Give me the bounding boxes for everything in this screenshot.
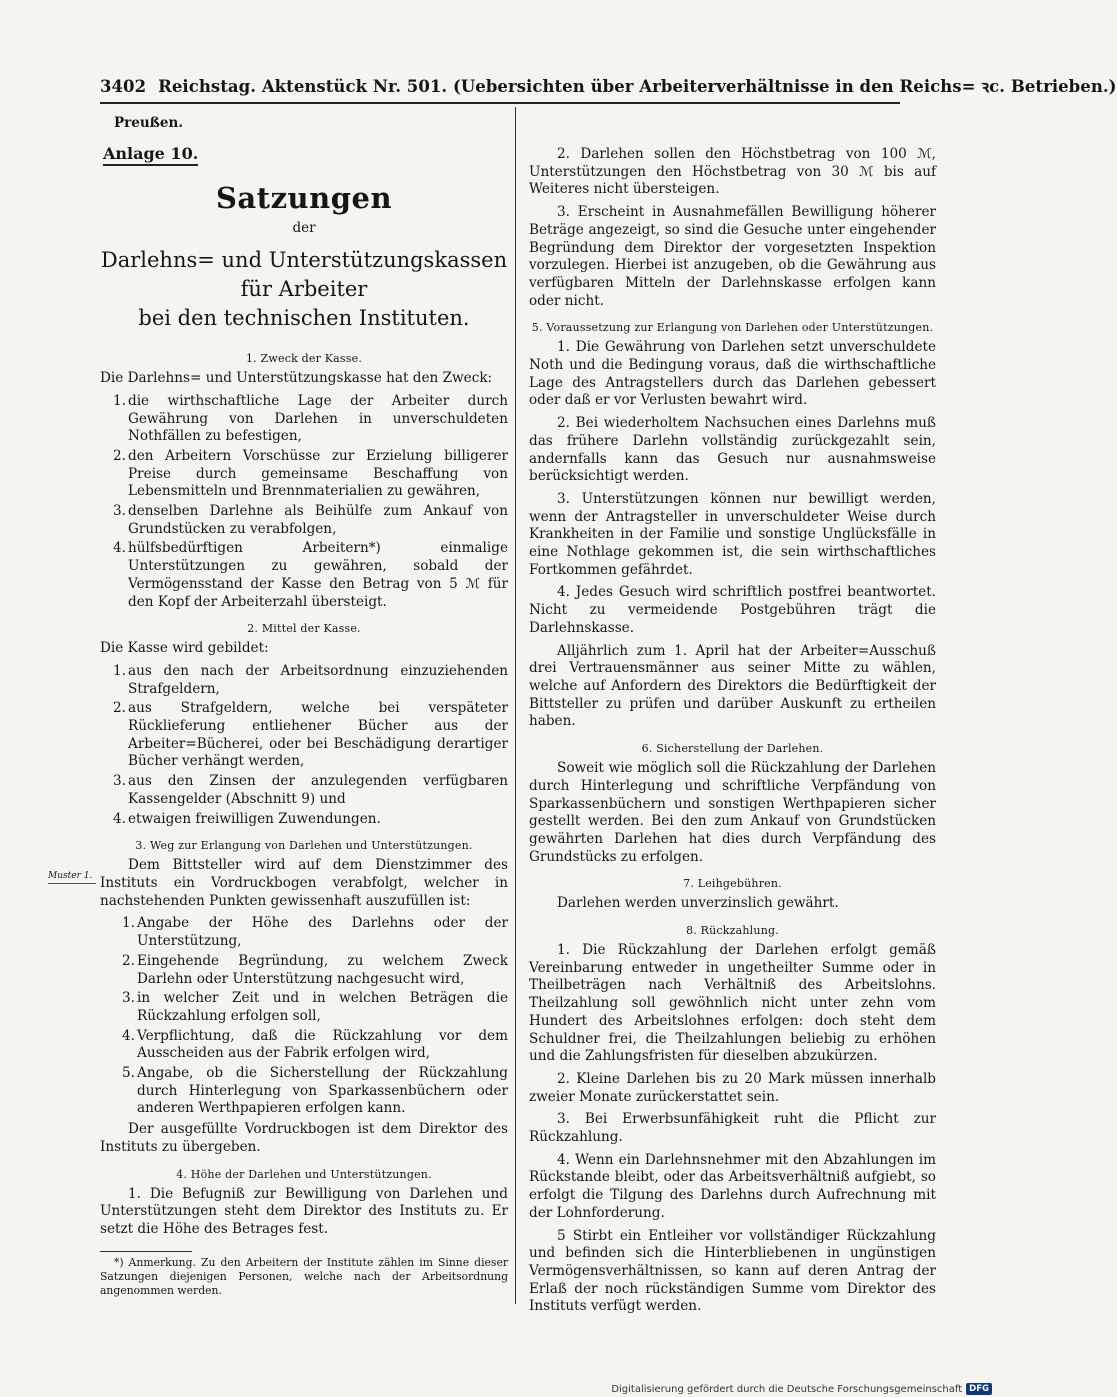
- page-number: 3402: [100, 77, 147, 96]
- paragraph: 1. Die Gewährung von Darlehen setzt unverschuldete Noth und die Bedingung voraus, daß die wirthschaftliche Lage des Antragstellers durch das Darlehen gebessert oder daß er vor Verlusten bewahrt wird.: [529, 339, 936, 409]
- section-heading: 8. Rückzahlung.: [686, 924, 779, 938]
- list-item: [100, 953, 508, 988]
- paragraph: Darlehen werden unverzinslich gewährt.: [557, 895, 839, 912]
- item-number: 3.: [122, 990, 135, 1007]
- footnote-rule: [100, 1251, 192, 1252]
- state-label: Preußen.: [114, 115, 184, 131]
- header-rule: [100, 102, 900, 104]
- item-text: aus Strafgeldern, welche bei verspäteter Rücklieferung entliehener Bücher aus der Arbeiter=Bücherei, oder bei Beschädigung derartiger Bücher verhängt werden,: [128, 700, 508, 770]
- item-number: 4.: [113, 540, 126, 557]
- paragraph: 4. Wenn ein Darlehnsnehmer mit den Abzahlungen im Rückstande bleibt, oder das Arbeitsverhältniß aufgiebt, so erfolgt die Tilgung des Darlehns durch Aufrechnung mit der Lohnforderung.: [529, 1151, 936, 1221]
- paragraph: 3. Erscheint in Ausnahmefällen Bewilligung höherer Beträge angezeigt, so sind die Gesuche unter eingehender Begründung dem Direktor der vorgesetzten Inspektion vorzulegen. Hierbei ist anzugeben, ob die Gewährung aus verfügbaren Mitteln der Darlehnskasse erfolgen kann oder nicht.: [529, 204, 936, 309]
- footnote: *) Anmerkung. Zu den Arbeitern der Institute zählen im Sinne dieser Satzungen diejenigen Personen, welche nach der Arbeitsordnung angenommen werden.: [100, 1255, 508, 1297]
- running-header: [100, 76, 1117, 98]
- paragraph: 3. Unterstützungen können nur bewilligt werden, wenn der Antragsteller in unverschuldeter Weise durch Krankheiten in der Familie und sonstige Unglücksfälle in eine Nothlage gekommen ist, die sein wirthschaftliches Fortkommen gefährdet.: [529, 490, 936, 578]
- list-item: [100, 1028, 508, 1063]
- section-outro: Der ausgefüllte Vordruckbogen ist dem Direktor des Instituts zu übergeben.: [100, 1121, 508, 1155]
- item-number: 4.: [113, 810, 126, 827]
- document-subtitle: [100, 246, 508, 333]
- item-number: 1.: [122, 915, 135, 932]
- list-item: [100, 1065, 508, 1118]
- running-title: Reichstag. Aktenstück Nr. 501. (Uebersichten über Arbeiterverhältnisse in den Reichs= ꝛc. Betrieben.): [158, 77, 1117, 96]
- section-heading: 5. Voraussetzung zur Erlangung von Darlehen oder Unterstützungen.: [531, 321, 934, 335]
- list-item: [100, 393, 508, 446]
- paragraph: Soweit wie möglich soll die Rückzahlung der Darlehen durch Hinterlegung und schriftliche Verpfändung von Sparkassenbüchern und sonstigen Werthpapieren sicher gestellt werden. Bei den zum Ankauf von Grundstücken gewährten Darlehen hat dies durch Verpfändung des Grundstücks zu erfolgen.: [529, 760, 936, 865]
- section-heading: 6. Sicherstellung der Darlehen.: [641, 742, 824, 756]
- margin-note: Muster 1.: [48, 871, 96, 884]
- column-divider: [515, 107, 516, 1304]
- title-der: der: [292, 220, 316, 237]
- list-item: [100, 773, 508, 808]
- item-list: [100, 915, 508, 1118]
- paragraph: 2. Bei wiederholtem Nachsuchen eines Darlehns muß das frühere Darlehn vollständig zurückgezahlt sein, andernfalls kann das Gesuch nur ausnahmsweise berücksichtigt werden.: [529, 415, 936, 485]
- item-text: Angabe, ob die Sicherstellung der Rückzahlung durch Hinterlegung von Sparkassenbüchern oder anderen Werthpapieren erfolgen kann.: [137, 1065, 508, 1117]
- item-text: aus den Zinsen der anzulegenden verfügbaren Kassengelder (Abschnitt 9) und: [128, 773, 508, 807]
- section-heading: 2. Mittel der Kasse.: [247, 622, 361, 636]
- anlage-text: Anlage 10.: [103, 144, 198, 166]
- credit-text: Digitalisierung gefördert durch die Deutsche Forschungsgemeinschaft: [611, 1383, 963, 1395]
- left-column: [100, 115, 508, 1298]
- section-heading: 3. Weg zur Erlangung von Darlehen und Unterstützungen.: [135, 839, 473, 853]
- item-number: 2.: [113, 700, 126, 717]
- paragraph: 2. Darlehen sollen den Höchstbetrag von 100 ℳ, Unterstützungen den Höchstbetrag von 30 ℳ bis auf Weiteres nicht übersteigen.: [529, 146, 936, 198]
- list-item: [100, 503, 508, 538]
- paragraph: 1. Die Befugniß zur Bewilligung von Darlehen und Unterstützungen steht dem Direktor des Instituts zu. Er setzt die Höhe des Betrages fest.: [100, 1185, 508, 1237]
- paragraph: 2. Kleine Darlehen bis zu 20 Mark müssen innerhalb zweier Monate zurückerstattet sein.: [529, 1070, 936, 1105]
- section-heading: 7. Leihgebühren.: [683, 877, 782, 891]
- paragraph: 1. Die Rückzahlung der Darlehen erfolgt gemäß Vereinbarung entweder in ungetheilter Summe oder in Theilbeträgen nach Verhältniß des Arbeitslohns. Theilzahlung soll gewöhnlich nicht unter zehn vom Hundert des Arbeitslohnes erfolgen: doch steht dem Schuldner frei, die Theilzahlungen beliebig zu erhöhen und die Zahlungsfristen für dieselben abzukürzen.: [529, 942, 936, 1065]
- item-text: denselben Darlehne als Beihülfe zum Ankauf von Grundstücken zu verabfolgen,: [128, 503, 508, 537]
- item-text: hülfsbedürftigen Arbeitern*) einmalige Unterstützungen zu gewähren, sobald der Vermögensstand der Kasse den Betrag von 5 ℳ für den Kopf der Arbeiterzahl übersteigt.: [128, 540, 508, 610]
- anlage-label: [103, 145, 508, 163]
- list-item: [100, 448, 508, 501]
- section-intro: Die Darlehns= und Unterstützungskasse hat den Zweck:: [100, 370, 493, 387]
- list-item: [100, 990, 508, 1025]
- item-text: Eingehende Begründung, zu welchem Zweck Darlehn oder Unterstützung nachgesucht wird,: [137, 952, 508, 987]
- list-item: [100, 540, 508, 611]
- subtitle-line-2: bei den technischen Instituten.: [138, 306, 470, 331]
- list-item: [100, 915, 508, 950]
- item-number: 1.: [113, 662, 126, 679]
- section-heading: 1. Zweck der Kasse.: [245, 352, 363, 366]
- item-text: in welcher Zeit und in welchen Beträgen die Rückzahlung erfolgen soll,: [137, 990, 508, 1024]
- item-number: 2.: [113, 447, 126, 464]
- dfg-logo: DFG: [966, 1383, 992, 1395]
- document-title: Satzungen: [215, 181, 393, 216]
- item-number: 3.: [113, 503, 126, 520]
- item-text: den Arbeitern Vorschüsse zur Erzielung billigerer Preise durch gemeinsame Beschaffung von Lebensmitteln und Brennmaterialien zu gewähren,: [128, 447, 508, 500]
- list-item: [100, 811, 508, 829]
- list-item: [100, 700, 508, 771]
- item-text: Verpflichtung, daß die Rückzahlung vor dem Ausscheiden aus der Fabrik erfolgen wird,: [137, 1027, 508, 1062]
- item-number: 3.: [113, 773, 126, 790]
- paragraph: Alljährlich zum 1. April hat der Arbeiter=Ausschuß drei Vertrauensmänner aus seiner Mitte zu wählen, welche auf Anfordern des Direktors die Bedürftigkeit der Bittsteller zu prüfen und darüber Auskunft zu ertheilen haben.: [529, 642, 936, 730]
- paragraph: 3. Bei Erwerbsunfähigkeit ruht die Pflicht zur Rückzahlung.: [529, 1111, 936, 1146]
- item-number: 1.: [113, 392, 126, 409]
- item-text: die wirthschaftliche Lage der Arbeiter durch Gewährung von Darlehen in unverschuldeten Nothfällen zu befestigen,: [128, 392, 508, 445]
- list-item: [100, 663, 508, 698]
- subtitle-line-1: Darlehns= und Unterstützungskassen für Arbeiter: [100, 248, 508, 302]
- item-text: aus den nach der Arbeitsordnung einzuziehenden Strafgeldern,: [128, 662, 508, 697]
- item-list: [100, 663, 508, 828]
- item-text: Angabe der Höhe des Darlehns oder der Unterstützung,: [137, 915, 508, 950]
- section-intro: Die Kasse wird gebildet:: [100, 640, 269, 657]
- item-text: etwaigen freiwilligen Zuwendungen.: [128, 810, 381, 827]
- paragraph: 4. Jedes Gesuch wird schriftlich postfrei beantwortet. Nicht zu vermeidende Postgebühren trägt die Darlehnskasse.: [529, 584, 936, 636]
- section-heading: 4. Höhe der Darlehen und Unterstützungen.: [176, 1167, 432, 1181]
- right-column: [529, 146, 936, 1321]
- item-number: 5.: [122, 1065, 135, 1082]
- paragraph: 5 Stirbt ein Entleiher vor vollständiger Rückzahlung und befinden sich die Hinterbliebenen in ungünstigen Vermögensverhältnissen, so kann auf deren Antrag der Erlaß der noch rückständigen Summe vom Direktor des Instituts verfügt werden.: [529, 1227, 936, 1315]
- digitization-credit: [611, 1383, 992, 1395]
- item-number: 2.: [122, 952, 135, 969]
- item-list: [100, 393, 508, 611]
- section-intro: Dem Bittsteller wird auf dem Dienstzimmer des Instituts ein Vordruckbogen verabfolgt, welcher in nachstehenden Punkten gewissenhaft auszufüllen ist:: [100, 857, 508, 909]
- item-number: 4.: [122, 1027, 135, 1044]
